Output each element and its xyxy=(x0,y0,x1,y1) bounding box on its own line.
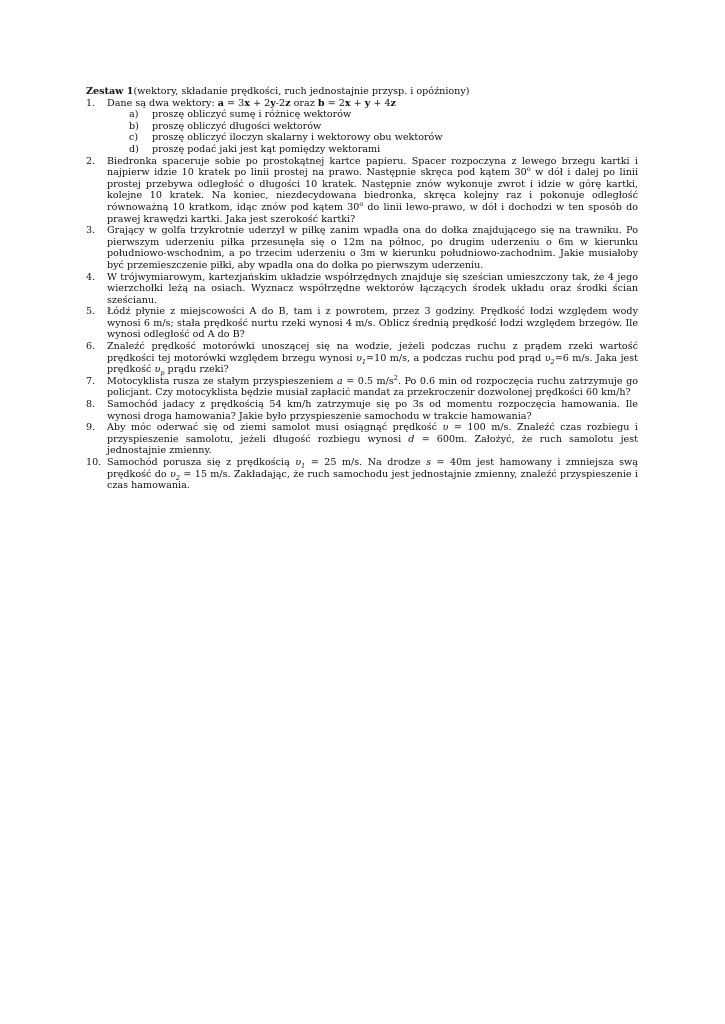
problem-set-header xyxy=(86,86,638,98)
problem-6 xyxy=(86,341,638,376)
problem-text: Motocyklista rusza ze stałym przyspieszeniem a = 0.5 $m/s^2$. Po 0.6 min od rozpoczęcia ruchu zatrzymuje go policjant. Czy motocyklista będzie musiał zapłacić mandat za przekroczenir dozwolonej prędkości 60 km/h? xyxy=(107,373,638,399)
problem-text: Samochód porusza się z prędkością $\upsilon_1 = 25$ m/s. Na drodze s = 40m jest hamowany i zmniejsza swą prędkość do $\upsilon_2 = 15$ m/s. Zakładając, że ruch samochodu jest jednostajnie zmienny, znaleźć przyspieszenie i czas hamowania. xyxy=(107,457,638,492)
problem-text: Samochód jadacy z prędkością 54 km/h zatrzymuje się po 3s od momentu rozpoczęcia hamowania. Ile wynosi droga hamowania? Jakie było przyspieszenie samochodu w trakcie hamowania? xyxy=(107,399,638,422)
problem-number: 8. xyxy=(86,399,96,411)
problem-5 xyxy=(86,306,638,341)
problem-text: Biedronka spaceruje sobie po prostokątnej kartce papieru. Spacer rozpoczyna z lewego brzegu kartki i najpierw idzie 10 kratek po linii prostej na prawo. Następnie skręca pod kątem 30$^o$ w dół i dalej po linii prostej przebywa odległość o długości 10 kratek. Następnie znów wykonuje zwrot i idzie w górę kartki, kolejne 10 kratek. Na koniec, niezdecydowana biedronka, skręca kolejny raz i pokonuje odległość równoważną 10 kratkom, idąc znów pod kątem 30$^o$ do linii lewo-prawo, w dół i dochodzi w ten sposób do prawej krawędzi kartki. Jaka jest szerokość kartki? xyxy=(107,155,639,225)
problem-number: 2. xyxy=(86,155,96,167)
problem-1-subitems xyxy=(86,109,638,155)
subitem-a: a) proszę obliczyć sumę i różnicę wektorów xyxy=(129,109,352,121)
problem-text: W trójwymiarowym, kartezjańskim układzie współrzędnych znajduje się sześcian umieszczony tak, że 4 jego wierzchołki leżą na osiach. Wyznacz współrzędne wektorów łączących środek układu oraz środki ścian sześcianu. xyxy=(107,271,638,306)
problem-8 xyxy=(86,399,638,422)
subitem-d: d) proszę podać jaki jest kąt pomiędzy wektorami xyxy=(129,143,381,155)
problem-9 xyxy=(86,422,638,457)
problem-set xyxy=(86,86,638,492)
problem-number: 3. xyxy=(86,225,96,237)
problem-number: 5. xyxy=(86,306,96,318)
problem-3 xyxy=(86,225,638,271)
problem-text: Dane są dwa wektory: a = 3x + 2y-2z oraz b = 2x + y + 4z xyxy=(107,97,396,109)
subitem-c: c) proszę obliczyć iloczyn skalarny i wektorowy obu wektorów xyxy=(129,132,443,144)
problem-number: 6. xyxy=(86,341,96,353)
problem-text: Łódź płynie z miejscowości A do B, tam i z powrotem, przez 3 godziny. Prędkość łodzi względem wody wynosi 6 m/s; stała prędkość nurtu rzeki wynosi 4 m/s. Oblicz średnią prędkość łodzi względem brzegów. Ile wynosi odległość od A do B? xyxy=(107,306,638,341)
subitem-b: b) proszę obliczyć długości wektorów xyxy=(129,120,322,132)
problem-number: 7. xyxy=(86,375,96,387)
header-subtitle: (wektory, składanie prędkości, ruch jednostajnie przysp. i opóźniony) xyxy=(133,86,470,97)
problem-number: 10. xyxy=(86,457,102,468)
problem-7 xyxy=(86,373,638,399)
problem-number: 4. xyxy=(86,271,96,283)
problem-number: 1. xyxy=(86,97,96,109)
problem-10 xyxy=(86,457,638,492)
problem-text: Znaleźć prędkość motorówki unoszącej się na wodzie, jeżeli podczas ruchu z prądem rzeki wartość prędkości tej motorówki względem brzegu wynosi $\upsilon_1=10$ m/s, a podczas ruchu pod prąd $\upsilon_2=6$ m/s. Jaka jest prędkość $\upsilon_p$ prądu rzeki? xyxy=(107,341,638,378)
problem-1 xyxy=(86,98,638,110)
problem-4 xyxy=(86,272,638,307)
problem-text: Aby móc oderwać się od ziemi samolot musi osiągnąć prędkość υ = 100 m/s. Znaleźć czas rozbiegu i przyspieszenie samolotu, jeżeli długość rozbiegu wynosi d = 600m. Założyć, że ruch samolotu jest jednostajnie zmienny. xyxy=(107,422,638,457)
header-title: Zestaw 1 xyxy=(86,86,134,97)
problem-2 xyxy=(86,156,638,226)
problem-text: Grający w golfa trzykrotnie uderzył w piłkę zanim wpadła ona do dołka znajdującego się na trawniku. Po pierwszym uderzeniu piłka przesunęła się o 12m na północ, po drugim uderzeniu o 6m w kierunku południowo-wschodnim, a po trzecim uderzeniu o 3m w kierunku południowo-zachodnim. Jakie musiałoby być przemieszczenie piłki, aby wpadła ona do dołka po pierwszym uderzeniu. xyxy=(107,225,638,271)
problem-number: 9. xyxy=(86,422,96,434)
